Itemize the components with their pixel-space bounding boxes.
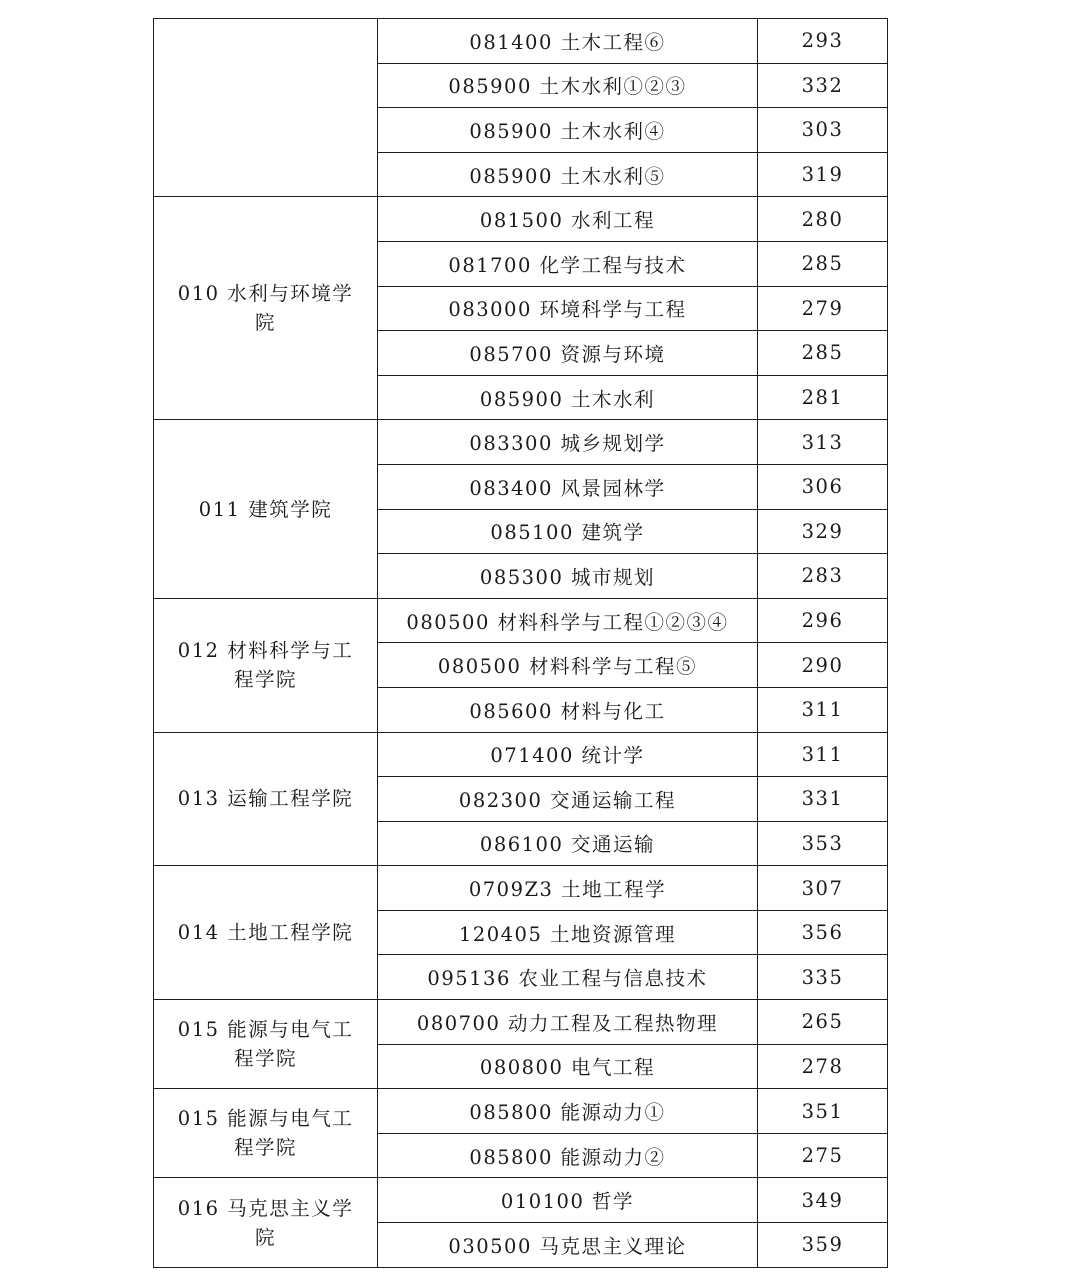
program-cell: 081400 土木工程⑥ xyxy=(378,19,758,64)
score-cell: 353 xyxy=(758,821,888,866)
table-row xyxy=(154,1000,888,1045)
table-row xyxy=(154,1178,888,1223)
score-cell: 311 xyxy=(758,732,888,777)
program-cell: 030500 马克思主义理论 xyxy=(378,1223,758,1268)
score-cell: 349 xyxy=(758,1178,888,1223)
score-cell: 329 xyxy=(758,509,888,554)
program-cell: 080500 材料科学与工程①②③④ xyxy=(378,598,758,643)
score-cell: 265 xyxy=(758,1000,888,1045)
score-cell: 359 xyxy=(758,1223,888,1268)
program-cell: 080800 电气工程 xyxy=(378,1044,758,1089)
score-cell: 280 xyxy=(758,197,888,242)
score-cell: 307 xyxy=(758,866,888,911)
program-cell: 0709Z3 土地工程学 xyxy=(378,866,758,911)
program-cell: 085600 材料与化工 xyxy=(378,687,758,732)
college-cell: 015 能源与电气工程学院 xyxy=(154,1089,378,1178)
college-cell: 011 建筑学院 xyxy=(154,420,378,598)
college-cell: 015 能源与电气工程学院 xyxy=(154,1000,378,1089)
college-cell xyxy=(154,19,378,197)
program-cell: 081500 水利工程 xyxy=(378,197,758,242)
program-cell: 085100 建筑学 xyxy=(378,509,758,554)
program-cell: 085900 土木水利①②③ xyxy=(378,63,758,108)
score-cell: 296 xyxy=(758,598,888,643)
score-cell: 283 xyxy=(758,554,888,599)
program-cell: 082300 交通运输工程 xyxy=(378,777,758,822)
score-cell: 335 xyxy=(758,955,888,1000)
score-cell: 319 xyxy=(758,152,888,197)
score-cell: 293 xyxy=(758,19,888,64)
score-cell: 331 xyxy=(758,777,888,822)
score-cell: 275 xyxy=(758,1133,888,1178)
score-table-body xyxy=(154,19,888,1268)
college-cell: 010 水利与环境学院 xyxy=(154,197,378,420)
college-cell: 016 马克思主义学院 xyxy=(154,1178,378,1267)
score-cell: 332 xyxy=(758,63,888,108)
score-cell: 351 xyxy=(758,1089,888,1134)
program-cell: 081700 化学工程与技术 xyxy=(378,241,758,286)
program-cell: 080500 材料科学与工程⑤ xyxy=(378,643,758,688)
program-cell: 085300 城市规划 xyxy=(378,554,758,599)
program-cell: 085900 土木水利⑤ xyxy=(378,152,758,197)
program-cell: 120405 土地资源管理 xyxy=(378,910,758,955)
score-cell: 311 xyxy=(758,687,888,732)
program-cell: 085900 土木水利 xyxy=(378,375,758,420)
score-table xyxy=(153,18,888,1268)
score-cell: 281 xyxy=(758,375,888,420)
program-cell: 095136 农业工程与信息技术 xyxy=(378,955,758,1000)
score-cell: 306 xyxy=(758,464,888,509)
table-row xyxy=(154,732,888,777)
program-cell: 080700 动力工程及工程热物理 xyxy=(378,1000,758,1045)
score-cell: 290 xyxy=(758,643,888,688)
score-cell: 313 xyxy=(758,420,888,465)
program-cell: 083000 环境科学与工程 xyxy=(378,286,758,331)
table-row xyxy=(154,866,888,911)
college-cell: 013 运输工程学院 xyxy=(154,732,378,866)
table-row xyxy=(154,420,888,465)
score-cell: 278 xyxy=(758,1044,888,1089)
table-row xyxy=(154,1089,888,1134)
table-row xyxy=(154,598,888,643)
program-cell: 071400 统计学 xyxy=(378,732,758,777)
college-cell: 012 材料科学与工程学院 xyxy=(154,598,378,732)
program-cell: 085800 能源动力① xyxy=(378,1089,758,1134)
table-row xyxy=(154,19,888,64)
program-cell: 010100 哲学 xyxy=(378,1178,758,1223)
program-cell: 085800 能源动力② xyxy=(378,1133,758,1178)
score-cell: 303 xyxy=(758,108,888,153)
table-row xyxy=(154,197,888,242)
program-cell: 083300 城乡规划学 xyxy=(378,420,758,465)
score-cell: 279 xyxy=(758,286,888,331)
program-cell: 085700 资源与环境 xyxy=(378,331,758,376)
score-cell: 356 xyxy=(758,910,888,955)
college-cell: 014 土地工程学院 xyxy=(154,866,378,1000)
score-cell: 285 xyxy=(758,241,888,286)
program-cell: 085900 土木水利④ xyxy=(378,108,758,153)
program-cell: 086100 交通运输 xyxy=(378,821,758,866)
program-cell: 083400 风景园林学 xyxy=(378,464,758,509)
score-cell: 285 xyxy=(758,331,888,376)
